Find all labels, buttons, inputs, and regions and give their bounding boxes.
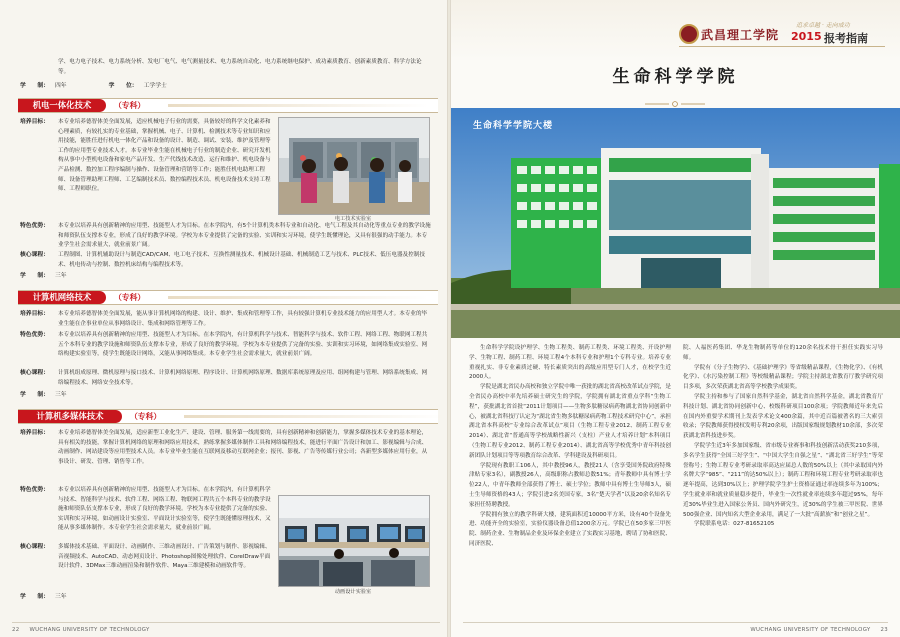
row-text: 本专业培养德智体美全面发展，适应新型工业化生产、建设、管理、服务第一线需要的，具有创新精神和创新能力，掌握多媒体技术专业的基本理论，具有相关的技能，掌握计算机网络的原理和网络应用技术，熟练掌握多媒体制作工具和网络编程技术，能进行平面广告设计和加工、影视编辑与合成、动画制作、网站建设等应用型技术人员。本专业毕业生能在互联网及移动互联网企业；报刊、影视、广告等传媒行业公司；各新型多媒体应用行业，从事设计、研发、管理、销售等工作。	[58, 430, 428, 465]
row-label: 培养目标：	[20, 430, 49, 436]
footer-university: WUCHANG UNIVERSITY OF TECHNOLOGY	[29, 627, 150, 633]
section-header-mechatronics	[18, 98, 438, 113]
intro-text: 学、电力电子技术、电力系统分析、发电厂电气、电气测量技术、电力系统自动化、电力系统继电保护、成功素质教育、创新素质教育、科学方法论等。	[58, 59, 422, 75]
paragraph: 学院学生近3年多加国家级、省市级专业赛事和科技创新活动获奖210多项，多名学生获得“全国三好学生”、“中国大学生自强之星”、“湖北省三好学生”等荣誉称号；生物工程专业考研录取率高达应届总人数的50%以上（其中录取国内外名牌大学“985”、“211”的达50%以上）；制药工程和环境工程专业考研录取率也逐年提高，达到30%以上；护理学院学生护士资格证通过率连续多年为100%；学生就业率和就业质量稳步提升，毕业生一次性就业率连续多年超过95%，每年近30%毕业生进入国家公务员、国内外研究生，近30%的学生被三甲医院、世界500强企业、国内知名大型企业录用，满足了一大批“高薪族”和“创业之星”。	[683, 442, 883, 518]
university-seal-icon	[679, 24, 699, 44]
photo-caption: 动画设计实验室	[334, 589, 372, 595]
row-label: 特色优势：	[20, 223, 49, 229]
header-rule	[679, 46, 885, 47]
body-column-left	[469, 344, 671, 550]
contact-phone: 学院联系电话：027-81652105	[694, 521, 775, 528]
section-row	[20, 369, 432, 388]
section-row	[20, 331, 432, 360]
footer-university: WUCHANG UNIVERSITY OF TECHNOLOGY	[750, 627, 871, 633]
university-logo-text: 武昌理工学院	[701, 28, 780, 42]
length-label: 学 制：	[20, 594, 49, 600]
paragraph: 学院主持和参与了国家自然科学基金，湖北省自然科学基金，湖北省教育厅科技计划、湖北省协同创新中心、校级科研项目100余项；学院教师近年来先后在国内外重要学术期刊上发表学术论文400余篇，其中近百篇被著名的三大索引收录；学院教师获得授权发明专利20余项，出版国家级规划教材10余部，多次荣获湖北省科技进步奖。	[683, 393, 883, 440]
college-title: 生命科学学院	[612, 67, 739, 87]
row-text: 工程制图、计算机辅助设计与制造CAD/CAM、电工电子技术、互换性测量技术、机械设计基础、机械制造工艺与技术、PLC技术、低压电器及控制技术、机电传动与控制、数控机床结构与编程技术等。	[58, 252, 425, 268]
row-text: 本专业以培养具有创新精神的应用型、技能型人才为目标。在本学院内，有计算机科学与技术、智能科学与技术、软件工程、网络工程、物联网工程共五个本科专业的教学设施和师资队伍支撑本专业，形成了良好的教学环境。学校为本专业提供了完备的实验、实训和实习环境，如动画设计实验室、平面设计实验室等，使学生既能懂原理技术，又能从事多媒体制作。本专业学生社会需求量大，就业前景广阔。	[58, 487, 271, 532]
paragraph: 学院是湖北省民办高校和独立学院中唯一获批的湖北省高校改革试点学院，是全省民办高校中率先培养硕士研究生的学院，学院拥有湖北省重点学科“生物工程”，获批湖北省首批“2011计划项目——生物多肽糖尿病药物湖北省协同创新中心，被湖北省科技厅认定为“湖北省生物多肽糖尿病药物工程技术研究中心”，承担湖北省本科高校“专业综合改革试点”项目（生物工程专业2012、制药工程专业2014）、湖北省“普通高等学校战略性新兴（支柱）产业人才培养计划”本科项目（生物工程专业2012、制药工程专业2014）、湖北省高等学校优秀中青年科技创新团队计划项目等等项教育综合改革、学科建设及科研项目。	[469, 384, 671, 459]
section-length	[20, 272, 67, 281]
photo-animation-lab	[278, 495, 430, 587]
intro-text-block	[20, 58, 432, 77]
section-title: 计算机多媒体技术	[18, 410, 122, 423]
section-title: 计算机网络技术	[18, 291, 106, 304]
length-label: 学 制：	[20, 392, 49, 398]
section-row	[20, 486, 272, 534]
computer-lab-illustration	[279, 496, 429, 586]
page-number: 23	[880, 627, 888, 633]
section-row	[20, 251, 432, 270]
slogan: 追求卓越 · 走向成功	[796, 22, 850, 29]
section-row	[20, 118, 272, 195]
section-tag: （专科）	[114, 293, 146, 302]
right-footer	[463, 622, 888, 637]
left-page	[0, 0, 447, 637]
row-text: 本专业培养德智体美全面发展，适应机械电子行业的需要，具备较好的科学文化素养和心理素质，有较扎实的专业基础，掌握机械、电子、计算机、检测技术等专业知识和应用技能，能胜任进行机电一体化产品和设备的设计、制造、调试、安装、维护及管理等工作的应用型专业技术人才。本专业毕业生能在机械电子行业的制造企业、研究开发机构从事中小型机电设备和家电产品开发、生产代线技术改造、运行和维护、机电设备与产品检测、数控加工程序编制与操作、设备管理和营销等工作；能胜任机电助理工程师、设备管理助理工程师、工艺编制技术员、数控编程技术员、机电设备技术支持工程师、工程师职位。	[58, 119, 271, 193]
section-row	[20, 222, 432, 251]
left-footer	[12, 622, 440, 637]
section-tag: （专科）	[130, 412, 162, 421]
section-length	[20, 391, 67, 400]
paragraph: 学院有《分子生物学》、《基础护理学》等省级精品课程，《生物化学》、《有机化学》、《水污染控制工程》等校级精品课程；学院主持湖北省教育厅教学研究项目多项，多次荣获湖北省高等学校教学成果奖。	[683, 364, 883, 391]
row-label: 特色优势：	[20, 487, 49, 493]
paragraph: 院、人福医药集团、华龙生物制药等单位的120余名技术骨干担任实践实习导师。	[683, 345, 883, 361]
section-row	[20, 310, 432, 329]
section-row	[20, 543, 272, 572]
guide-title: 报考指南	[824, 32, 868, 45]
section-header-multimedia	[18, 409, 438, 424]
paragraph: 生命科学学院设护理学、生物工程类、制药工程类、环境工程类、开设护理学、生物工程、制药工程、环境工程4个本科专业和护理1个专科专业。培养专业重视扎实、非专业素质过硬、特长素质突出的高级应用型专门人才，在校学生近2000人。	[469, 345, 671, 381]
section-title: 机电一体化技术	[18, 99, 106, 112]
row-text: 本专业以培养具有创新精神的应用型、技能型人才为目标。在本学院内，有5个计算机类本科专业和自动化、电气工程及其自动化等重点专业的教学设施和师资队伍支撑本专业，形成了良好的教学环境。学校为本专业提供了完备的实验、实训和实习环境，使学生既懂理论，又具有很强的动手能力。本专业学生社会需求量大，就业前景广阔。	[58, 223, 431, 249]
paragraph: 学院拥有独立的教学科研大楼，建筑面积近10000平方米，设有40个设备先进、功能齐全的实验室，实验仪器设备总值1200余万元。学院已在50多家三甲医院、制药企业、生物制品企业及环保企业建立了实践实习基地，聘请了协和医院、同济医院、	[469, 511, 671, 547]
row-label: 培养目标：	[20, 119, 49, 125]
page-number: 22	[12, 627, 20, 633]
length-label: 学 制：	[20, 83, 49, 89]
row-text: 本专业以培养具有创新精神的应用型、技能型人才为目标。在本学院内，有计算机科学与技术、智能科学与技术、软件工程、网络工程、物联网工程共五个本科专业的教学设施和师资队伍支撑本专业，形成了良好的教学环境。学校为本专业提供了完备的实验、实训和实习环境，如网络集成实验室、网络构建实验室等，使学生既能设计网络，又能从事网络集成。本专业学生社会需求量大，就业前景广阔。	[58, 332, 428, 358]
building-photo-caption: 生命科学学院大楼	[473, 121, 554, 131]
row-label: 核心课程：	[20, 252, 49, 258]
length-value: 四年	[55, 83, 67, 89]
row-label: 培养目标：	[20, 311, 49, 317]
row-text: 计算机组成原理、微机原理与接口技术、计算机网络原理、程序设计、计算机网络原理、数据库系统原理及应用、组网构建与管理、网络系统集成、网络编程技术、网络安全技术等。	[58, 370, 428, 386]
row-label: 核心课程：	[20, 544, 49, 550]
length-label: 学 制：	[20, 273, 49, 279]
building-illustration	[451, 108, 900, 338]
length-value: 三年	[55, 594, 67, 600]
ornament-divider	[645, 92, 705, 98]
degree-meta	[20, 82, 167, 91]
section-row	[20, 429, 432, 467]
body-column-right	[683, 344, 883, 530]
section-header-network	[18, 290, 438, 305]
lab-photo-illustration	[279, 118, 429, 214]
paragraph: 学院现有教职工106人，其中教授96人，教授21人（含享受国务院政府特殊津贴专家3名），副教授26人，高级职称占教师总数51%；青年教师中具有博士学位22人，中青年教师全部获得了博士、硕士学位；教师中具有博士生导师3人，硕士生导师资格的43人；学院引进2名美国专家，3名“楚天学者”以及20余名知名专家担任特聘教授。	[469, 462, 671, 508]
right-page	[451, 0, 900, 637]
photo-life-science-building	[451, 108, 900, 338]
photo-electrical-lab	[278, 117, 430, 215]
length-value: 三年	[55, 392, 67, 398]
row-text: 本专业培养德智体美全面发展，能从事计算机网络的构建、设计、维护、集成和管理等工作，具有较强计算机专业技术能力的应用型人才。本专业的毕业生能在企事业单位从事网络设计、集成和网络管理等工作。	[58, 311, 428, 327]
row-text: 多媒体技术基础、平面设计、动画制作、三维动画设计、广告策划与制作、影视编辑、音视频技术、AutoCAD、动态网页设计、Photoshop图像处理软件、CorelDraw平面设计软件、3DMax三维动画渲染和制作软件、Maya三维建模和动画软件等。	[58, 544, 271, 570]
length-value: 三年	[55, 273, 67, 279]
degree-label: 学 位：	[108, 83, 138, 89]
section-tag: （专科）	[114, 101, 146, 110]
guide-year: 2015	[791, 30, 822, 43]
section-length	[20, 593, 67, 602]
row-label: 核心课程：	[20, 370, 49, 376]
row-label: 特色优势：	[20, 332, 49, 338]
degree-value: 工学学士	[143, 83, 167, 89]
photo-caption: 电工技术实验室	[334, 216, 372, 222]
